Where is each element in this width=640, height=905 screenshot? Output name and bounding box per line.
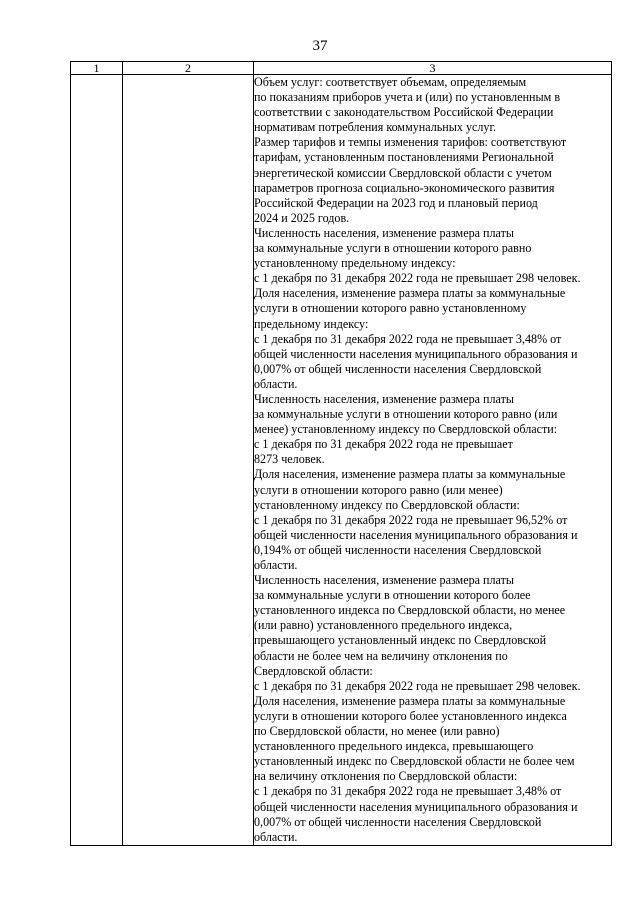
- text-line: по Свердловской области, но менее (или равно): [254, 724, 500, 739]
- table-cell-col3: [254, 75, 612, 846]
- text-line: энергетической комиссии Свердловской области с учетом: [254, 165, 552, 180]
- text-line: с 1 декабря по 31 декабря 2022 года не превышает 96,52% от: [254, 512, 568, 527]
- text-line: Численность населения, изменение размера платы: [254, 573, 514, 588]
- text-line: параметров прогноза социально-экономического развития: [254, 180, 555, 195]
- text-line: услуги в отношении которого равно установленному: [254, 301, 527, 316]
- text-line: 0,007% от общей численности населения Свердловской: [254, 814, 542, 829]
- text-line: с 1 декабря по 31 декабря 2022 года не превышает 3,48% от: [254, 331, 562, 346]
- text-line: по показаниям приборов учета и (или) по установленным в: [254, 90, 561, 105]
- text-line: Численность населения, изменение размера платы: [254, 225, 514, 240]
- text-line: нормативам потребления коммунальных услуг.: [254, 120, 497, 135]
- text-line: за коммунальные услуги в отношении которого равно (или: [254, 407, 558, 422]
- page-number: 37: [312, 38, 328, 54]
- table-cell-col2: [123, 75, 254, 846]
- text-line: общей численности населения муниципального образования и: [254, 527, 578, 542]
- text-line: общей численности населения муниципального образования и: [254, 346, 578, 361]
- text-line: общей численности населения муниципального образования и: [254, 799, 578, 814]
- text-line: 0,194% от общей численности населения Свердловской: [254, 542, 542, 557]
- text-line: Размер тарифов и темпы изменения тарифов: соответствуют: [254, 135, 567, 150]
- text-line: превышающего установленный индекс по Свердловской: [254, 633, 547, 648]
- text-line: Численность населения, изменение размера платы: [254, 391, 514, 406]
- text-line: установленный индекс по Свердловской области не более чем: [254, 754, 575, 769]
- text-line: области.: [254, 829, 298, 844]
- column-header-3: 3: [254, 62, 612, 75]
- text-line: на величину отклонения по Свердловской области:: [254, 769, 518, 784]
- text-line: Доля населения, изменение размера платы за коммунальные: [254, 467, 566, 482]
- text-line: предельному индексу:: [254, 316, 369, 331]
- text-line: 0,007% от общей численности населения Свердловской: [254, 361, 542, 376]
- text-line: с 1 декабря по 31 декабря 2022 года не превышает 3,48% от: [254, 784, 562, 799]
- text-line: за коммунальные услуги в отношении которого равно: [254, 241, 532, 256]
- text-line: с 1 декабря по 31 декабря 2022 года не превышает 298 человек.: [254, 678, 581, 693]
- text-line: Российской Федерации на 2023 год и плановый период: [254, 195, 538, 210]
- text-line: Свердловской области:: [254, 663, 373, 678]
- text-line: с 1 декабря по 31 декабря 2022 года не превышает: [254, 437, 513, 452]
- text-line: с 1 декабря по 31 декабря 2022 года не превышает 298 человек.: [254, 271, 581, 286]
- column-header-1: 1: [71, 62, 123, 75]
- table-header-row: [71, 62, 612, 75]
- text-line: менее) установленному индексу по Свердловской области:: [254, 422, 558, 437]
- text-line: установленного индекса по Свердловской области, но менее: [254, 603, 566, 618]
- text-line: 8273 человек.: [254, 452, 325, 467]
- text-line: Объем услуг: соответствует объемам, определяемым: [254, 75, 527, 89]
- text-line: области не более чем на величину отклонения по: [254, 648, 508, 663]
- text-line: Доля населения, изменение размера платы за коммунальные: [254, 286, 566, 301]
- text-line: (или равно) установленного предельного индекса,: [254, 618, 513, 633]
- text-line: области.: [254, 558, 298, 572]
- table-cell-col1: [71, 75, 123, 846]
- text-line: 2024 и 2025 годов.: [254, 210, 350, 225]
- text-line: за коммунальные услуги в отношении которого более: [254, 588, 531, 603]
- document-table: [70, 61, 612, 846]
- text-line: услуги в отношении которого более установленного индекса: [254, 708, 567, 723]
- text-line: установленному предельному индексу:: [254, 256, 456, 271]
- text-line: тарифам, установленным постановлениями Региональной: [254, 150, 554, 165]
- text-line: соответствии с законодательством Российской Федерации: [254, 105, 554, 120]
- text-line: области.: [254, 376, 298, 391]
- table-row: [71, 75, 612, 846]
- text-line: установленному индексу по Свердловской области:: [254, 497, 520, 512]
- column-header-2: 2: [123, 62, 254, 75]
- text-line: установленного предельного индекса, превышающего: [254, 739, 534, 754]
- text-line: Доля населения, изменение размера платы за коммунальные: [254, 693, 566, 708]
- text-line: услуги в отношении которого равно (или менее): [254, 482, 503, 497]
